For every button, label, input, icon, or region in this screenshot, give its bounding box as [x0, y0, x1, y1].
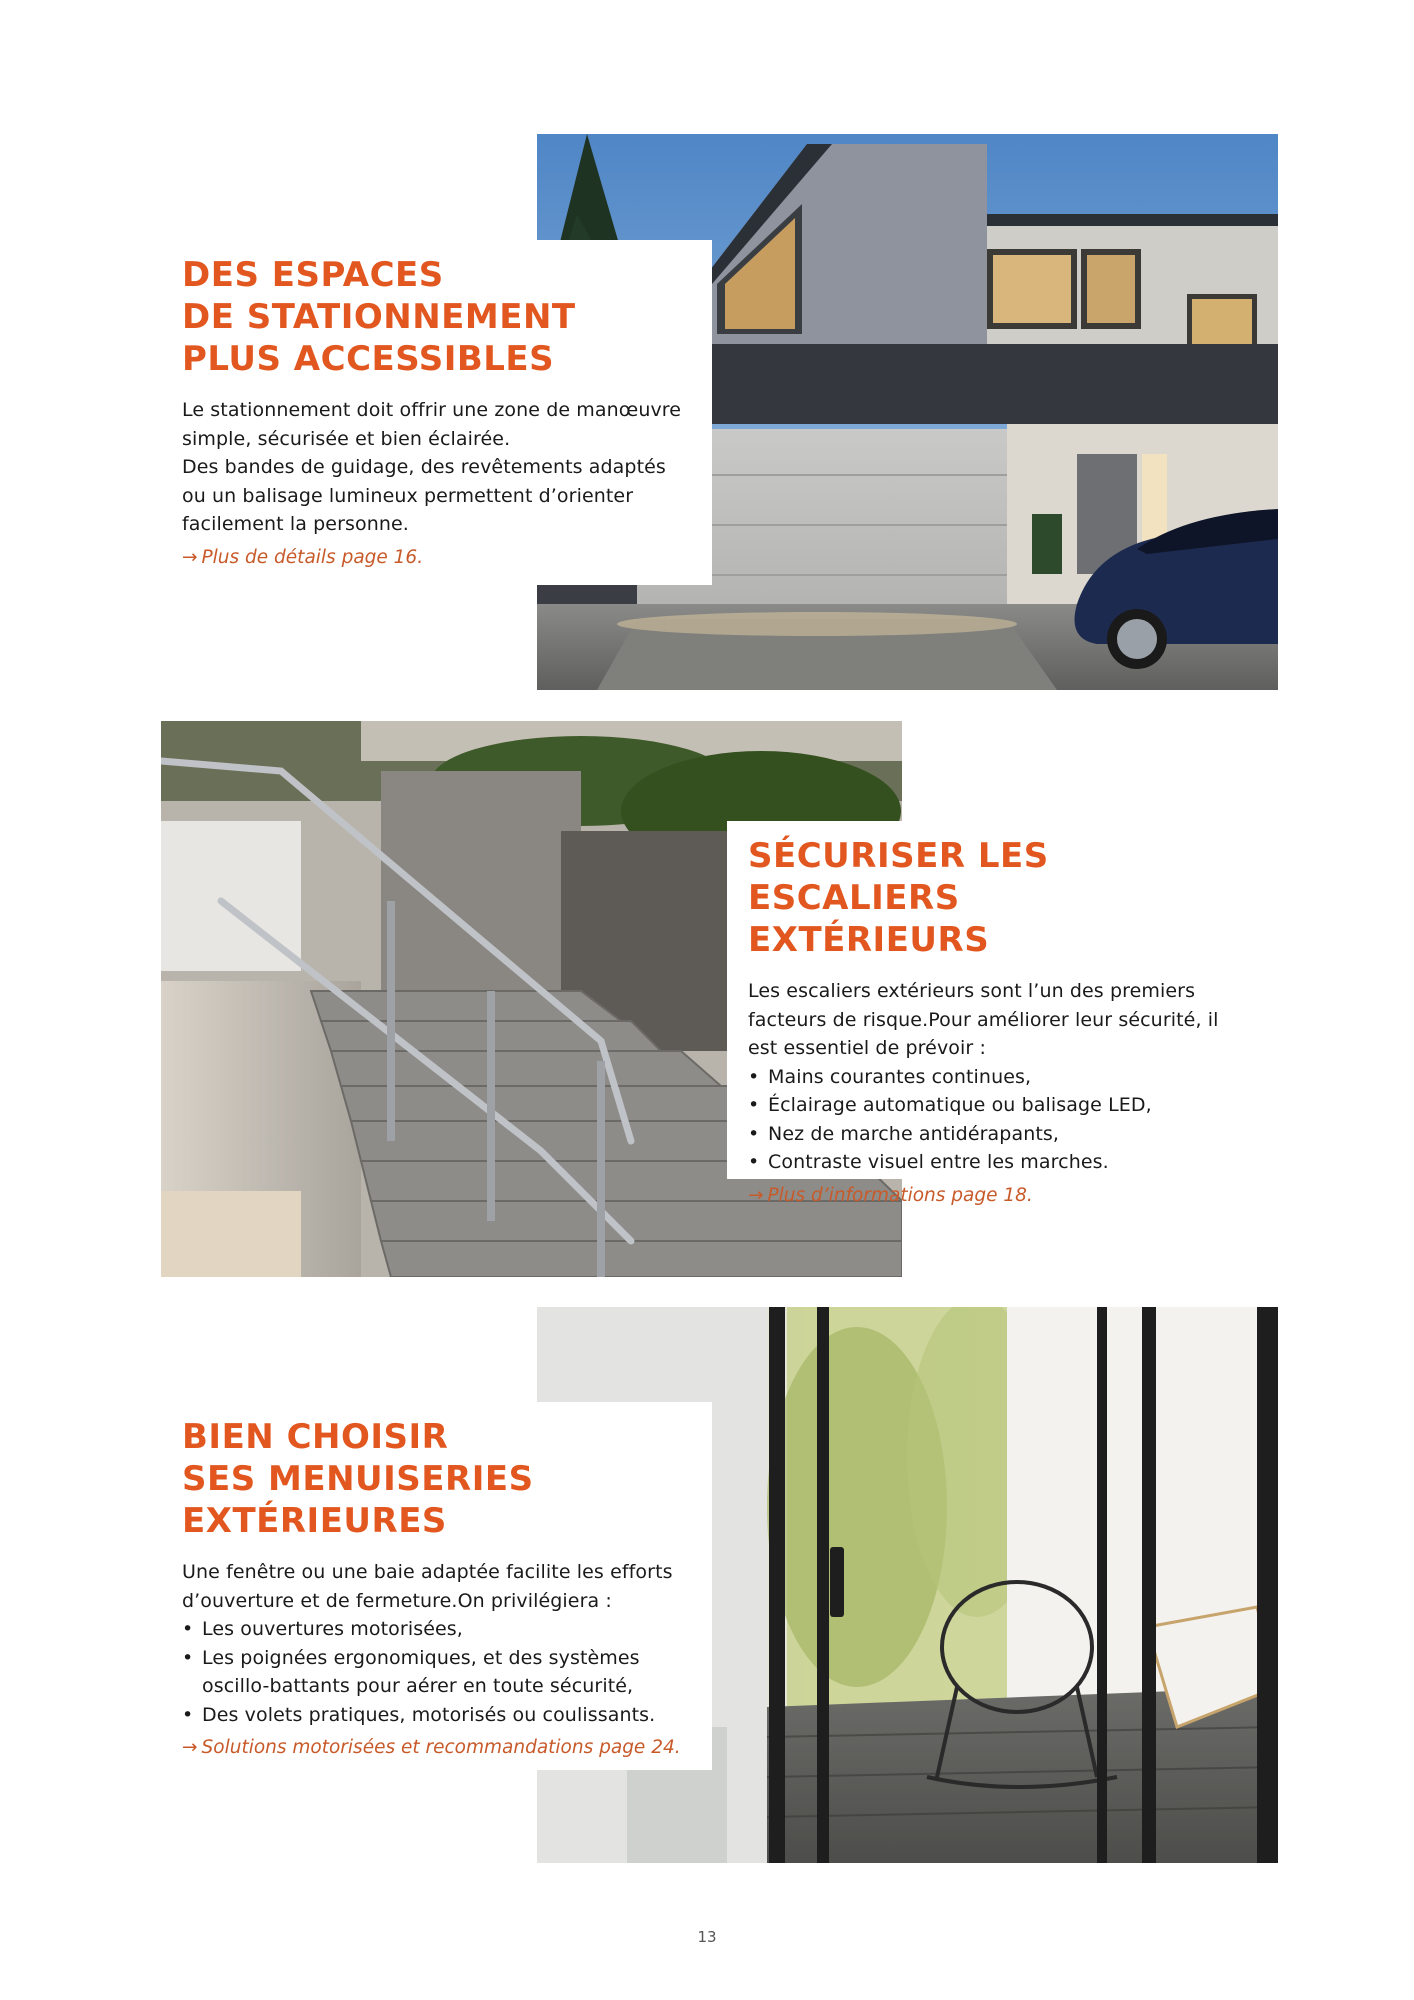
title-line: BIEN CHOISIR	[182, 1417, 449, 1457]
page-reference-link[interactable]	[182, 545, 690, 571]
windows-section-card	[160, 1402, 712, 1770]
title-line: PLUS ACCESSIBLES	[182, 339, 555, 379]
page-reference-link[interactable]	[182, 1735, 690, 1761]
title-line: EXTÉRIEURES	[182, 1501, 447, 1541]
title-line: EXTÉRIEURS	[748, 920, 990, 960]
body-line: Une fenêtre ou une baie adaptée facilite les efforts	[182, 1561, 673, 1583]
list-item: • Éclairage automatique ou balisage LED,	[748, 1091, 1239, 1120]
list-item: • Mains courantes continues,	[748, 1063, 1239, 1092]
body-line: d’ouverture et de fermeture.On privilégiera :	[182, 1589, 612, 1612]
page-number: 13	[697, 1928, 717, 1946]
list-item: • Contraste visuel entre les marches.	[748, 1148, 1239, 1177]
stairs-section-card	[727, 821, 1257, 1206]
body-line: facteurs de risque.Pour améliorer leur sécurité, il	[748, 1008, 1219, 1031]
parking-section-title	[182, 254, 690, 380]
stairs-section-body	[748, 977, 1239, 1177]
stairs-section-title	[748, 835, 1239, 961]
arrow-right-icon: →	[748, 1184, 764, 1206]
windows-section-body	[182, 1558, 690, 1729]
body-line: Des bandes de guidage, des revêtements adaptés	[182, 456, 666, 478]
body-line: Le stationnement doit offrir une zone de manœuvre	[182, 399, 682, 421]
title-line: SÉCURISER LES ESCALIERS	[748, 836, 1049, 918]
arrow-right-icon: →	[182, 546, 198, 568]
list-item: • Les poignées ergonomiques, et des systèmes oscillo-battants pour aérer en toute sécurité,	[182, 1644, 690, 1701]
reference-text: Plus de détails page 16.	[201, 546, 424, 568]
body-line: est essentiel de prévoir :	[748, 1037, 986, 1059]
stairs-bullet-list	[748, 1063, 1239, 1177]
body-line: ou un balisage lumineux permettent d’orienter	[182, 484, 634, 507]
list-item: • Les ouvertures motorisées,	[182, 1615, 690, 1644]
title-line: SES MENUISERIES	[182, 1459, 534, 1499]
windows-bullet-list	[182, 1615, 690, 1729]
list-item: • Nez de marche antidérapants,	[748, 1120, 1239, 1149]
parking-section-body	[182, 396, 690, 539]
body-line: simple, sécurisée et bien éclairée.	[182, 427, 511, 450]
body-line: facilement la personne.	[182, 513, 409, 535]
arrow-right-icon: →	[182, 1737, 198, 1758]
list-item: • Des volets pratiques, motorisés ou coulissants.	[182, 1701, 690, 1730]
windows-section-title	[182, 1416, 690, 1542]
page-reference-link[interactable]	[748, 1183, 1239, 1209]
title-line: DE STATIONNEMENT	[182, 297, 576, 337]
parking-section-card	[160, 240, 712, 585]
reference-text: Plus d’informations page 18.	[767, 1184, 1033, 1206]
reference-text: Solutions motorisées et recommandations page 24.	[201, 1737, 681, 1758]
body-line: Les escaliers extérieurs sont l’un des premiers	[748, 980, 1196, 1002]
title-line: DES ESPACES	[182, 255, 444, 295]
